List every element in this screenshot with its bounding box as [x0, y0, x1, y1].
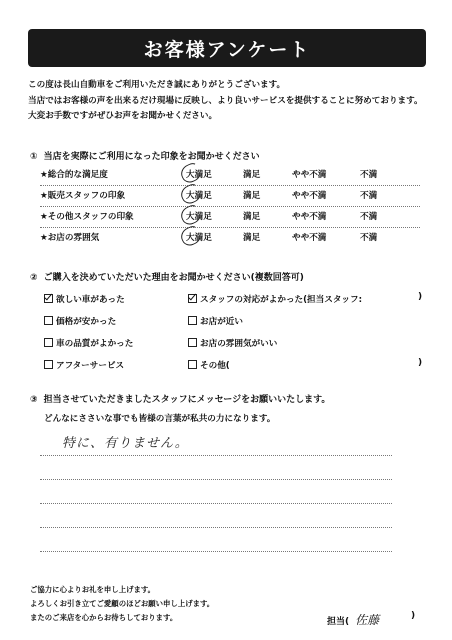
option-somewhat-dissatisfied[interactable]: やや不満 — [292, 212, 327, 222]
option-satisfied[interactable]: 満足 — [243, 212, 261, 222]
closing-line: またのご来店を心からお待ちしております。 — [30, 613, 178, 622]
option-very-satisfied[interactable]: 大満足 — [186, 191, 212, 201]
option-dissatisfied[interactable]: 不満 — [360, 191, 378, 201]
reason-checkbox[interactable]: お店の雰囲気がいい — [188, 337, 277, 349]
section2-title — [30, 270, 304, 283]
message-line — [40, 479, 392, 480]
checkbox[interactable] — [188, 316, 197, 325]
intro-line: 大変お手数ですがぜひお声をお聞かせください。 — [28, 111, 218, 121]
message-line — [40, 551, 392, 552]
intro-text — [28, 78, 423, 125]
option-dissatisfied[interactable]: 不満 — [360, 233, 378, 243]
message-line — [40, 503, 392, 504]
checkbox[interactable] — [44, 316, 53, 325]
reason-checkbox[interactable]: 車の品質がよかった — [44, 337, 133, 349]
checkbox[interactable] — [44, 360, 53, 369]
reason-checkbox[interactable]: スタッフの対応がよかった(担当スタッフ: — [188, 293, 362, 305]
section1-title — [30, 149, 260, 162]
reason-checkbox[interactable]: お店が近い — [188, 315, 243, 327]
section3-title — [30, 392, 330, 405]
reason-checkbox[interactable]: 価格が安かった — [44, 315, 116, 327]
checkbox[interactable] — [44, 338, 53, 347]
checkbox-checked[interactable] — [188, 294, 197, 303]
message-line — [40, 527, 392, 528]
section3-subtitle: どんなにささいな事でも皆様の言葉が私共の力になります。 — [44, 414, 276, 424]
option-dissatisfied[interactable]: 不満 — [360, 170, 378, 180]
rating-row — [40, 228, 420, 248]
reason-checkbox[interactable]: アフターサービス — [44, 359, 124, 371]
option-satisfied[interactable]: 満足 — [243, 191, 261, 201]
rating-question: ★販売スタッフの印象 — [40, 191, 126, 201]
close-paren: ) — [418, 358, 423, 368]
staff-close-paren: ) — [411, 611, 416, 621]
option-very-satisfied[interactable]: 大満足 — [186, 233, 212, 243]
checkbox[interactable] — [188, 338, 197, 347]
section1-number: ① — [30, 152, 38, 162]
option-somewhat-dissatisfied[interactable]: やや不満 — [292, 233, 327, 243]
survey-title: お客様アンケート — [28, 29, 426, 67]
rating-row — [40, 186, 420, 207]
option-somewhat-dissatisfied[interactable]: やや不満 — [292, 191, 327, 201]
option-satisfied[interactable]: 満足 — [243, 170, 261, 180]
reason-checkbox[interactable]: その他( — [188, 359, 230, 371]
closing-line: ご協力に心よりお礼を申し上げます。 — [30, 585, 156, 594]
section1-title-text: 当店を実際にご利用になった印象をお聞かせください — [43, 152, 260, 162]
message-line — [40, 455, 392, 456]
checkbox[interactable] — [188, 360, 197, 369]
rating-question: ★その他スタッフの印象 — [40, 212, 134, 222]
option-very-satisfied[interactable]: 大満足 — [186, 212, 212, 222]
staff-name: 佐藤 — [355, 613, 380, 627]
section2-number: ② — [30, 273, 38, 283]
staff-label: 担当( — [327, 617, 350, 627]
reason-checkbox[interactable]: 欲しい車があった — [44, 293, 125, 305]
section2-title-text: ご購入を決めていただいた理由をお聞かせください(複数回答可) — [43, 273, 304, 283]
handwritten-message: 特に、有りません。 — [62, 436, 189, 451]
rating-question: ★お店の雰囲気 — [40, 233, 100, 243]
option-satisfied[interactable]: 満足 — [243, 233, 261, 243]
rating-row — [40, 165, 420, 186]
checkbox-checked[interactable] — [44, 294, 53, 303]
close-paren: ) — [418, 292, 423, 302]
option-very-satisfied[interactable]: 大満足 — [186, 170, 212, 180]
section3-title-text: 担当させていただきましたスタッフにメッセージをお願いいたします。 — [43, 395, 331, 405]
closing-text — [30, 583, 214, 625]
staff-signature — [327, 611, 416, 628]
intro-line: 当店ではお客様の声を出来るだけ現場に反映し、より良いサービスを提供することに努めております。 — [28, 95, 423, 106]
rating-question: ★総合的な満足度 — [40, 170, 108, 180]
rating-row — [40, 207, 420, 228]
option-somewhat-dissatisfied[interactable]: やや不満 — [292, 170, 327, 180]
option-dissatisfied[interactable]: 不満 — [360, 212, 378, 222]
section3-number: ③ — [30, 395, 38, 405]
intro-line: この度は長山自動車をご利用いただき誠にありがとうございます。 — [28, 80, 286, 90]
closing-line: よろしくお引き立てご愛顧のほどお願い申し上げます。 — [30, 599, 215, 608]
